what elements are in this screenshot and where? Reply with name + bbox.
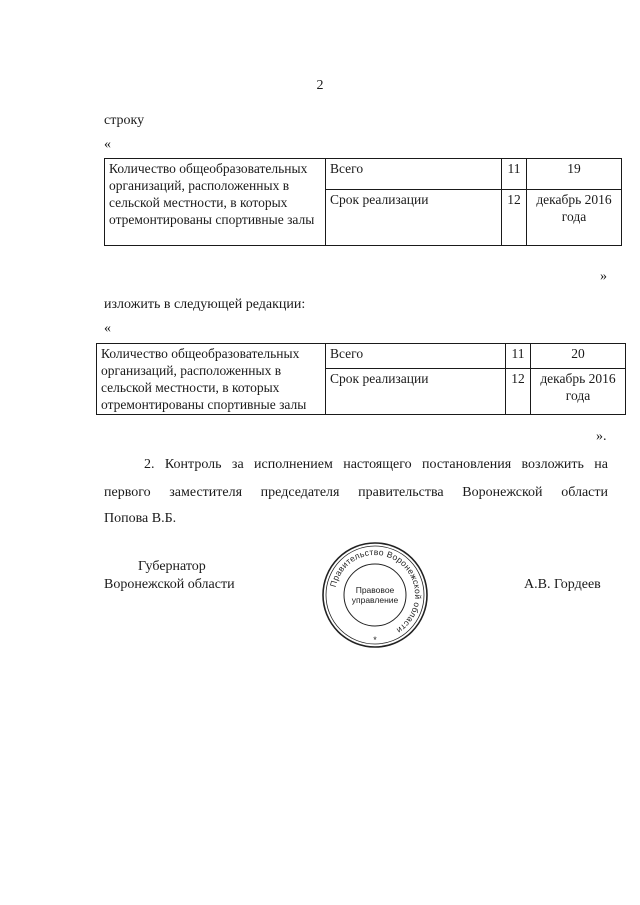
seal-star: * (373, 635, 377, 645)
page-number: 2 (316, 78, 324, 93)
table-cell-indicator: Срок реализации (326, 189, 502, 245)
table-cell-number: 11 (502, 159, 527, 190)
paragraph-line-1: 2. Контроль за исполнением настоящего постановления возложить на (144, 457, 608, 472)
seal-ring-text: Правительство Воронежской области (327, 546, 424, 636)
replace-text: изложить в следующей редакции: (104, 297, 306, 312)
quote-open-2: « (104, 321, 111, 336)
table-cell-number: 12 (502, 189, 527, 245)
table-cell-indicator: Всего (326, 344, 506, 369)
seal-icon (320, 540, 430, 650)
intro-text: строку (104, 113, 145, 128)
paragraph-line-2: первого заместителя председателя правительства Воронежской области (104, 485, 608, 500)
table-new (96, 343, 626, 415)
table-cell-value: 19 (527, 159, 622, 190)
signature-name: А.В. Гордеев (524, 577, 601, 592)
table-cell-value: декабрь 2016 года (527, 189, 622, 245)
table-row (97, 344, 626, 369)
quote-close-1: » (600, 269, 607, 284)
table-cell-name: Количество общеобразовательных организаций, расположенных в сельской местности, в которых отремонтированы спортивные залы (97, 344, 326, 415)
table-cell-value: декабрь 2016 года (531, 368, 626, 414)
quote-open-1: « (104, 137, 111, 152)
table-cell-name: Количество общеобразовательных организаций, расположенных в сельской местности, в которых отремонтированы спортивные залы (105, 159, 326, 246)
table-cell-indicator: Срок реализации (326, 368, 506, 414)
table-cell-value: 20 (531, 344, 626, 369)
seal-center-line-2: управление (351, 595, 399, 605)
seal-center-line-1: Правовое (355, 585, 395, 595)
official-seal-stamp (320, 540, 430, 650)
table-cell-number: 11 (506, 344, 531, 369)
table-row (105, 159, 622, 190)
table-cell-number: 12 (506, 368, 531, 414)
table-original (104, 158, 622, 246)
signature-title-line-1: Губернатор (138, 559, 206, 574)
quote-close-2: ». (596, 429, 607, 444)
signature-title-line-2: Воронежской области (104, 577, 235, 592)
table-cell-indicator: Всего (326, 159, 502, 190)
paragraph-line-3: Попова В.Б. (104, 511, 177, 526)
